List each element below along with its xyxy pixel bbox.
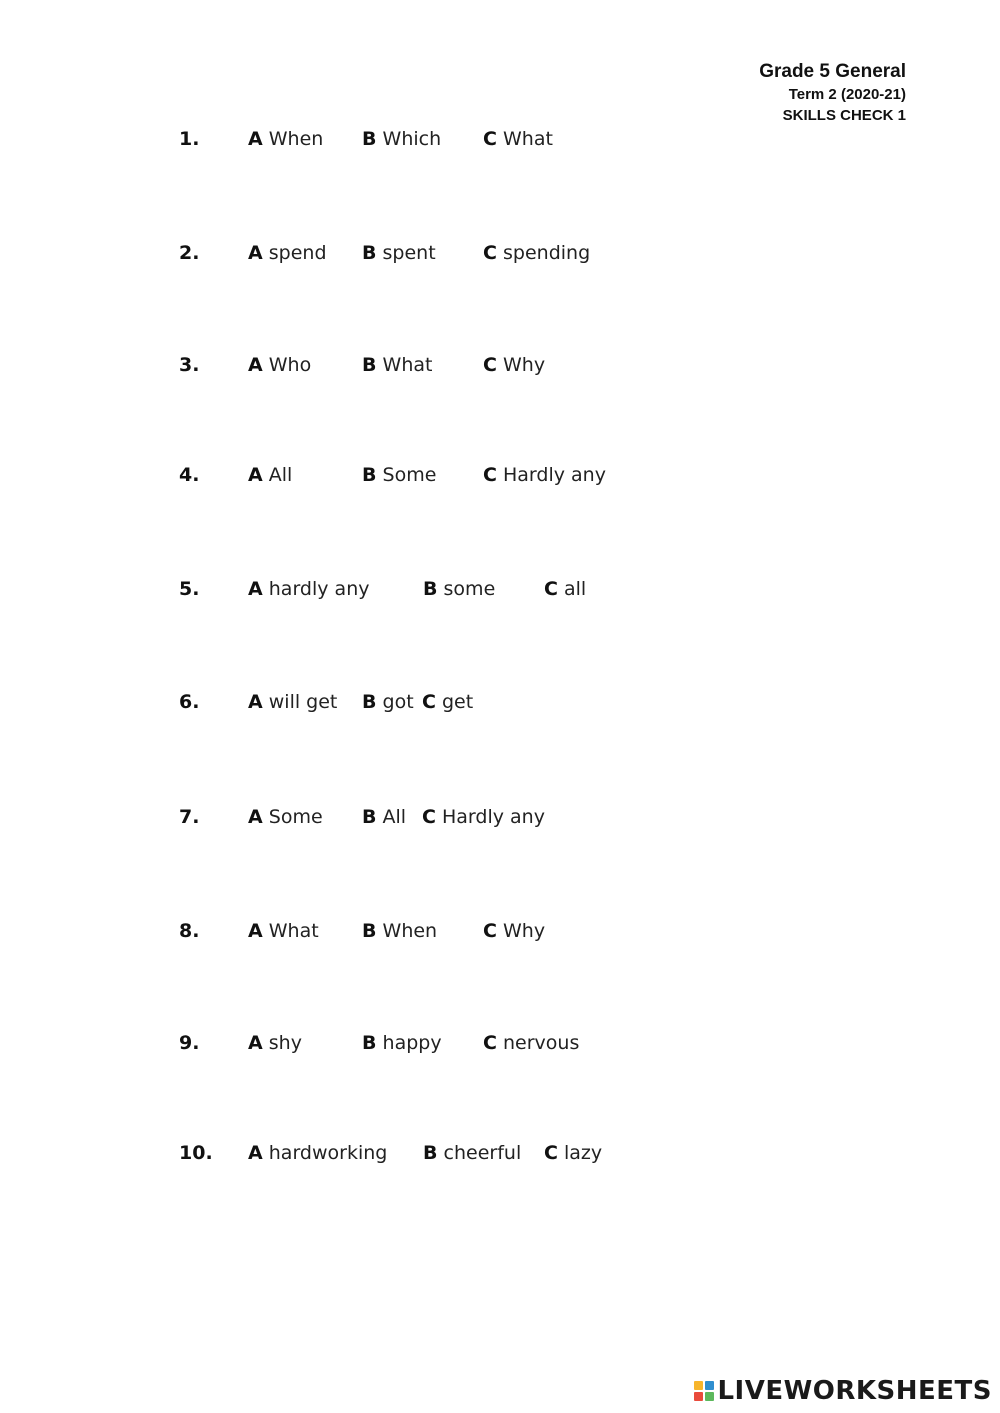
- option-a[interactable]: A shy: [248, 1032, 302, 1054]
- option-a[interactable]: A hardly any: [248, 578, 370, 600]
- header-grade: Grade 5 General: [759, 61, 906, 82]
- option-c[interactable]: C nervous: [483, 1032, 580, 1054]
- question-number: 1.: [179, 128, 200, 150]
- header-skills-check: SKILLS CHECK 1: [782, 107, 906, 124]
- option-b[interactable]: B All: [362, 806, 407, 828]
- option-a[interactable]: A Some: [248, 806, 323, 828]
- option-a[interactable]: A spend: [248, 242, 327, 264]
- logo-text: LIVEWORKSHEETS: [717, 1376, 992, 1406]
- option-b[interactable]: B some: [423, 578, 496, 600]
- option-b[interactable]: B spent: [362, 242, 436, 264]
- option-c[interactable]: C What: [483, 128, 553, 150]
- question-number: 7.: [179, 806, 200, 828]
- option-b[interactable]: B Which: [362, 128, 442, 150]
- option-c[interactable]: C all: [544, 578, 587, 600]
- question-number: 4.: [179, 464, 200, 486]
- option-a[interactable]: A will get: [248, 691, 338, 713]
- option-c[interactable]: C lazy: [544, 1142, 603, 1164]
- option-b[interactable]: B What: [362, 354, 433, 376]
- option-b[interactable]: B got: [362, 691, 414, 713]
- header-term: Term 2 (2020-21): [788, 86, 906, 103]
- question-number: 9.: [179, 1032, 200, 1054]
- option-c[interactable]: C Hardly any: [422, 806, 545, 828]
- question-number: 2.: [179, 242, 200, 264]
- option-b[interactable]: B Some: [362, 464, 437, 486]
- option-b[interactable]: B When: [362, 920, 438, 942]
- question-number: 5.: [179, 578, 200, 600]
- option-c[interactable]: C Hardly any: [483, 464, 606, 486]
- option-b[interactable]: B happy: [362, 1032, 442, 1054]
- option-c[interactable]: C spending: [483, 242, 591, 264]
- option-c[interactable]: C Why: [483, 920, 546, 942]
- question-number: 8.: [179, 920, 200, 942]
- liveworksheets-logo: [694, 1377, 992, 1405]
- option-c[interactable]: C get: [422, 691, 474, 713]
- option-a[interactable]: A Who: [248, 354, 312, 376]
- question-number: 3.: [179, 354, 200, 376]
- option-a[interactable]: A When: [248, 128, 324, 150]
- question-number: 10.: [179, 1142, 213, 1164]
- option-b[interactable]: B cheerful: [423, 1142, 522, 1164]
- option-a[interactable]: A What: [248, 920, 319, 942]
- option-c[interactable]: C Why: [483, 354, 546, 376]
- worksheet-header: [759, 60, 906, 126]
- option-a[interactable]: A All: [248, 464, 293, 486]
- question-number: 6.: [179, 691, 200, 713]
- liveworksheets-logo-icon: [694, 1381, 714, 1401]
- option-a[interactable]: A hardworking: [248, 1142, 388, 1164]
